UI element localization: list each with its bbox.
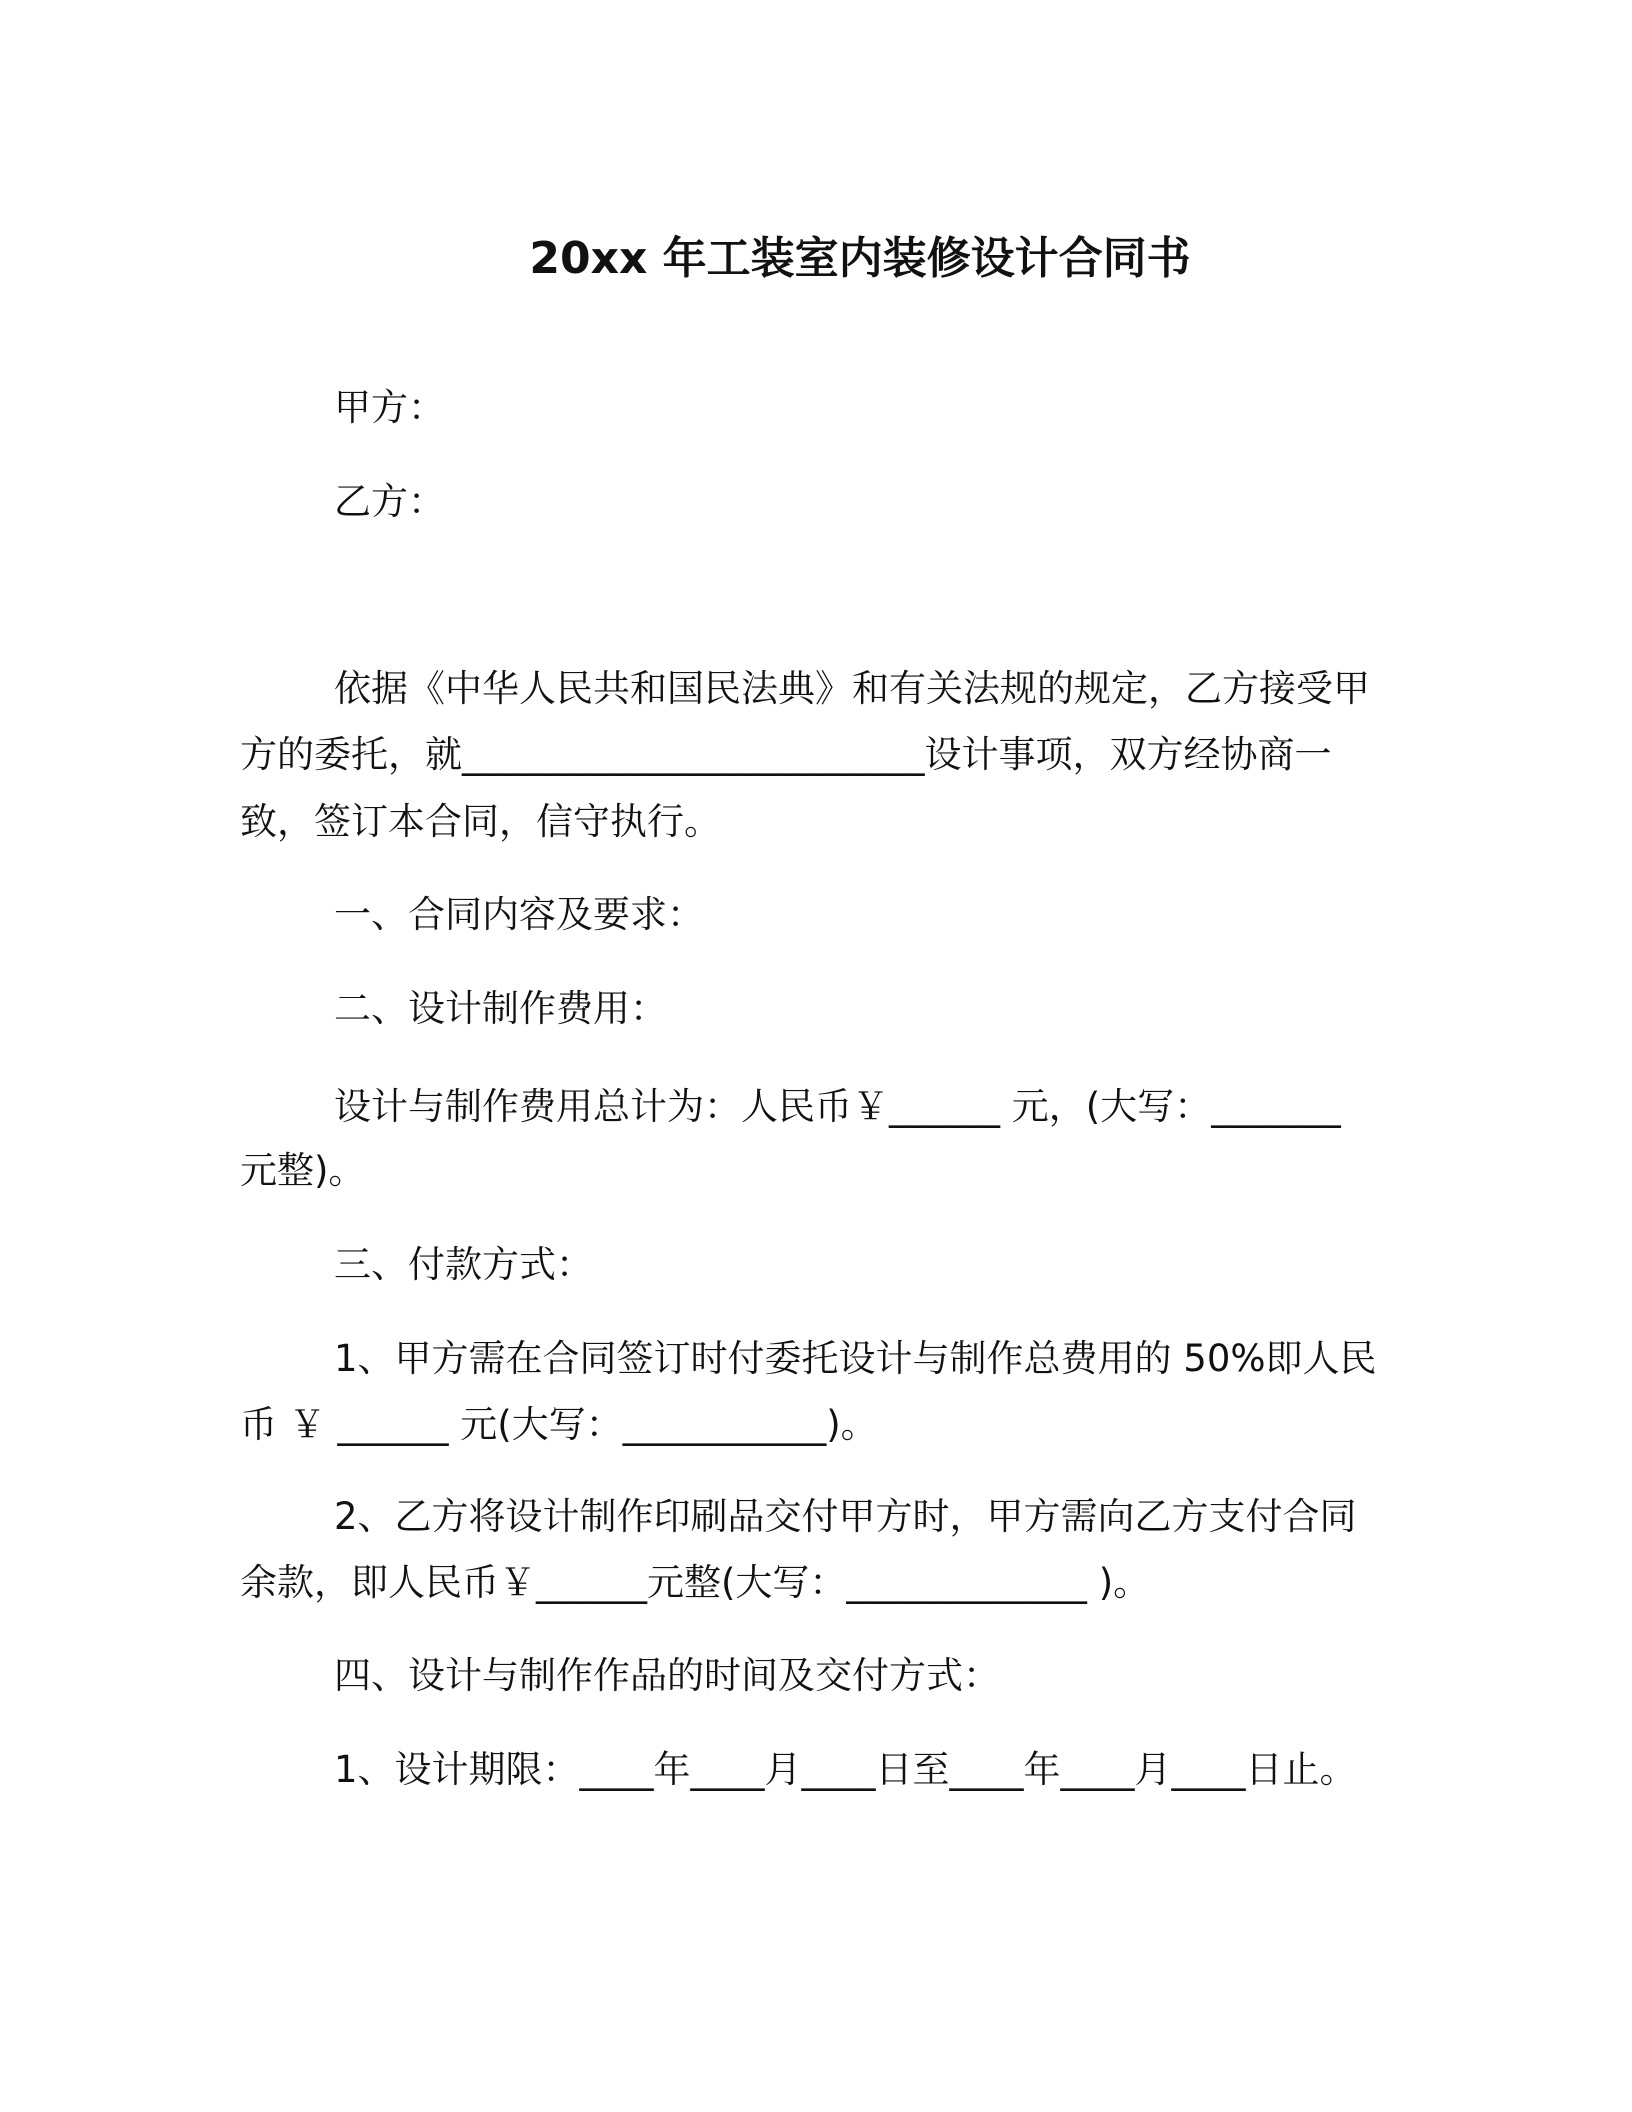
payment-1-line-1: 1、甲方需在合同签订时付委托设计与制作总费用的 50%即人民 xyxy=(334,1337,1377,1380)
section-4-heading: 四、设计与制作作品的时间及交付方式： xyxy=(334,1654,1000,1697)
payment-2-line-2: 余款，即人民币￥______元整(大写：_____________ )。 xyxy=(240,1561,1151,1604)
fee-line-2: 元整)。 xyxy=(240,1149,366,1192)
section-3-heading: 三、付款方式： xyxy=(334,1243,593,1286)
party-b-label: 乙方： xyxy=(334,480,445,523)
intro-line-1: 依据《中华人民共和国民法典》和有关法规的规定，乙方接受甲 xyxy=(334,667,1370,710)
section-2-heading: 二、设计制作费用： xyxy=(334,987,667,1030)
payment-1-line-2: 币 ￥ ______ 元(大写：___________)。 xyxy=(240,1403,878,1446)
intro-line-3: 致，签订本合同，信守执行。 xyxy=(240,800,721,843)
payment-2-line-1: 2、乙方将设计制作印刷品交付甲方时，甲方需向乙方支付合同 xyxy=(334,1495,1357,1538)
intro-line-2: 方的委托，就_________________________设计事项，双方经协商一 xyxy=(240,733,1332,776)
section-1-heading: 一、合同内容及要求： xyxy=(334,893,704,936)
party-a-label: 甲方： xyxy=(334,386,445,429)
document-title: 20xx 年工装室内装修设计合同书 xyxy=(529,233,1191,284)
deadline-line: 1、设计期限：____年____月____日至____年____月____日止。 xyxy=(334,1748,1357,1791)
fee-line-1: 设计与制作费用总计为：人民币￥______ 元，(大写：_______ xyxy=(334,1085,1341,1128)
